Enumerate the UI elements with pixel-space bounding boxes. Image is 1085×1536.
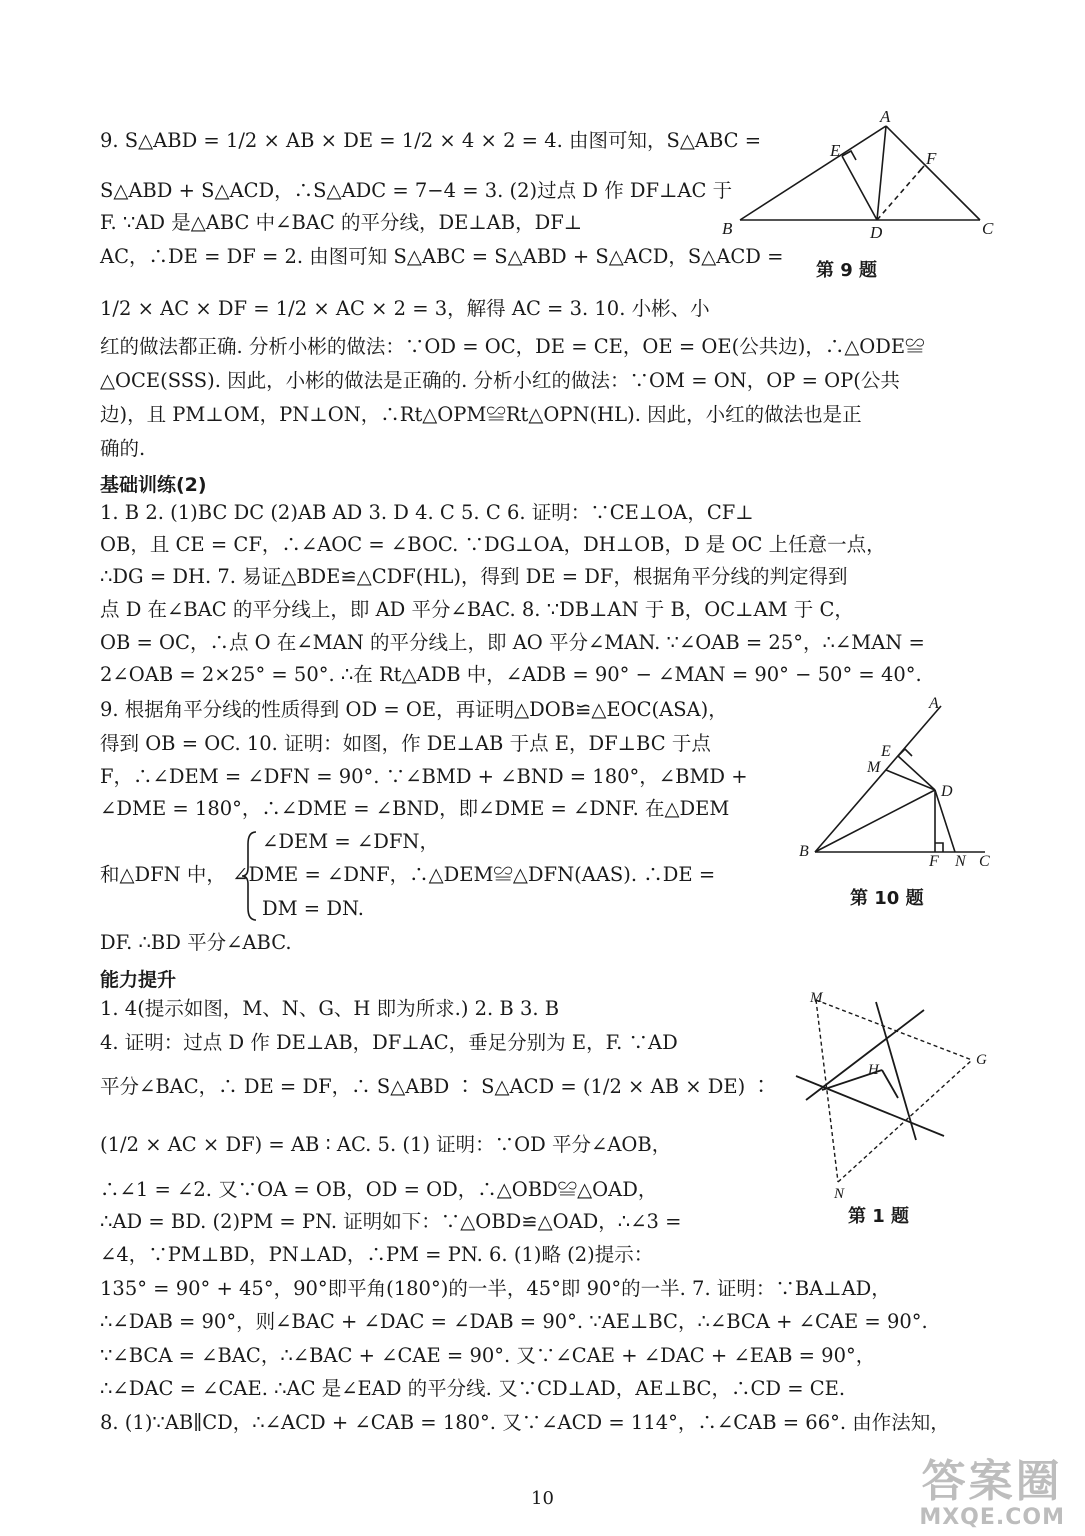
s2-brace-line-1: ∠DEM = ∠DFN， [262, 830, 439, 853]
fig1-label-m: M [810, 990, 823, 1006]
fig1-label-g: G [976, 1052, 987, 1068]
s3-line-12: 8. (1)∵AB∥CD，∴∠ACD + ∠CAB = 180°. 又∵∠ACD = 114°，∴∠CAB = 66°. 由作法知， [100, 1411, 950, 1434]
s1-line-5: 1/2 × AC × DF = 1/2 × AC × 2 = 3，解得 AC = 3. 10. 小彬、小 [100, 297, 710, 320]
figure-1 [786, 990, 996, 1210]
figure-10-caption: 第 10 题 [850, 888, 924, 909]
s3-line-4: (1/2 × AC × DF) = AB ∶ AC. 5. (1) 证明：∵OD 平分∠AOB， [100, 1133, 672, 1156]
fig10-segment-bd [815, 790, 935, 852]
s1-line-3: F. ∵AD 是△ABC 中∠BAC 的平分线，DE⊥AB，DF⊥ [100, 211, 583, 234]
fig10-segment-ed [898, 756, 935, 790]
s1-line-4: AC，∴DE = DF = 2. 由图可知 S△ABC = S△ABD + S△ACD，S△ACD = [100, 245, 784, 268]
s3-line-11: ∴∠DAC = ∠CAE. ∴AC 是∠EAD 的平分线. 又∵CD⊥AD，AE⊥BC，∴CD = CE. [100, 1377, 846, 1400]
figure-9-caption: 第 9 题 [816, 260, 878, 281]
s3-line-8: 135° = 90° + 45°，90°即平角(180°)的一半，45°即 90°的一半. 7. 证明：∵BA⊥AD， [100, 1277, 891, 1300]
s3-line-3: 平分∠BAC，∴ DE = DF，∴ S△ABD ∶ S△ACD = (1/2 × AB × DE) ∶ [100, 1075, 771, 1098]
s3-line-9: ∴∠DAB = 90°，则∠BAC + ∠DAC = ∠DAB = 90°. ∵AE⊥BC，∴∠BCA + ∠CAE = 90°. [100, 1310, 928, 1333]
figure-1-caption: 第 1 题 [848, 1206, 910, 1227]
fig10-segment-md [886, 770, 935, 790]
s3-line-1: 1. 4(提示如图，M、N、G、H 即为所求.) 2. B 3. B [100, 997, 560, 1020]
fig9-segment-ac [886, 126, 980, 220]
s1-line-8: 边)，且 PM⊥OM，PN⊥ON，∴Rt△OPM≌Rt△OPN(HL). 因此，小红的做法也是正 [100, 403, 862, 426]
s2-line-1: 1. B 2. (1)BC DC (2)AB AD 3. D 4. C 5. C 6. 证明：∵CE⊥OA，CF⊥ [100, 501, 754, 524]
watermark-bottom: MXQE.COM [919, 1505, 1065, 1530]
s1-line-2: S△ABD + S△ACD，∴S△ADC = 7−4 = 3. (2)过点 D 作 DF⊥AC 于 [100, 179, 733, 202]
fig9-label-a: A [880, 108, 891, 126]
s2-line-9: F，∴∠DEM = ∠DFN = 90°. ∵∠BMD + ∠BND = 180°，∠BMD + [100, 765, 748, 788]
s2-line-4: 点 D 在∠BAC 的平分线上，即 AD 平分∠BAC. 8. ∵DB⊥AN 于 B，OC⊥AM 于 C， [100, 598, 854, 621]
fig1-line-4 [882, 1070, 898, 1098]
s3-line-2: 4. 证明：过点 D 作 DE⊥AB，DF⊥AC，垂足分别为 E，F. ∵AD [100, 1031, 678, 1054]
fig10-label-b: B [799, 843, 809, 860]
s2-line-14: DF. ∴BD 平分∠ABC. [100, 931, 292, 954]
s2-line-8: 得到 OB = OC. 10. 证明：如图，作 DE⊥AB 于点 E，DF⊥BC 于点 [100, 732, 711, 755]
s3-line-7: ∠4，∵PM⊥BD，PN⊥AD，∴PM = PN. 6. (1)略 (2)提示： [100, 1243, 654, 1266]
section-heading-basic-training-2: 基础训练(2) [100, 474, 207, 496]
fig9-label-d: D [870, 223, 883, 242]
fig10-label-d: D [941, 783, 953, 800]
s3-line-10: ∵∠BCA = ∠BAC，∴∠BAC + ∠CAE = 90°. 又∵∠CAE + ∠DAC + ∠EAB = 90°， [100, 1344, 876, 1367]
fig9-right-angle-f [918, 166, 924, 173]
fig9-segment-de [842, 156, 877, 220]
fig1-dashed-mg [816, 1000, 972, 1060]
fig9-segment-ab [740, 126, 886, 220]
s1-line-9: 确的. [100, 437, 146, 460]
fig9-label-c: C [982, 219, 994, 238]
fig10-label-a: A [929, 696, 939, 712]
s2-brace-line-3: DM = DN. [262, 897, 364, 920]
s1-line-7: △OCE(SSS). 因此，小彬的做法是正确的. 分析小红的做法：∵OM = ON，OP = OP(公共 [100, 369, 900, 392]
watermark-top: 答案圈 [921, 1456, 1063, 1507]
section-heading-ability-improvement: 能力提升 [100, 969, 177, 991]
s2-line-7: 9. 根据角平分线的性质得到 OD = OE，再证明△DOB≌△EOC(ASA)， [100, 698, 728, 721]
watermark [919, 1456, 1065, 1530]
curly-brace [240, 830, 260, 922]
s2-line-5: OB = OC，∴点 O 在∠MAN 的平分线上，即 AO 平分∠MAN. ∵∠OAB = 25°，∴∠MAN = [100, 631, 925, 654]
s2-line-10: ∠DME = 180°，∴∠DME = ∠BND，即∠DME = ∠DNF. 在△DEM [100, 797, 730, 820]
s2-line-6: 2∠OAB = 2×25° = 50°. ∴在 Rt△ADB 中，∠ADB = 90° − ∠MAN = 90° − 50° = 40°. [100, 663, 922, 686]
fig1-label-h: H [868, 1062, 879, 1078]
fig9-segment-df [877, 166, 924, 220]
page-number: 10 [531, 1488, 554, 1509]
fig10-label-n: N [955, 853, 966, 870]
s2-line-3: ∴DG = DH. 7. 易证△BDE≌△CDF(HL)，得到 DE = DF，根据角平分线的判定得到 [100, 565, 848, 588]
fig10-label-f: F [929, 853, 939, 870]
fig9-segment-ad [877, 126, 886, 220]
figure-10 [795, 696, 995, 876]
fig1-label-n: N [834, 1186, 845, 1202]
fig10-right-angle-f [935, 843, 943, 852]
fig9-label-e: E [830, 141, 841, 160]
s1-line-6: 红的做法都正确. 分析小彬的做法：∵OD = OC，DE = CE，OE = OE(公共边)，∴△ODE≌ [100, 335, 925, 358]
figure-9 [718, 108, 998, 248]
s2-line-2: OB，且 CE = CF，∴∠AOC = ∠BOC. ∵DG⊥OA，DH⊥OB，D 是 OC 上任意一点， [100, 533, 886, 556]
s1-line-1: 9. S△ABD = 1/2 × AB × DE = 1/2 × 4 × 2 = 4. 由图可知，S△ABC = [100, 129, 762, 152]
fig1-line-2 [806, 1010, 924, 1100]
fig9-label-b: B [722, 219, 733, 238]
fig10-label-m: M [867, 759, 881, 776]
fig9-label-f: F [926, 149, 937, 168]
fig10-label-c: C [979, 853, 990, 870]
s3-line-5: ∴∠1 = ∠2. 又∵OA = OB，OD = OD，∴△OBD≌△OAD， [100, 1178, 658, 1201]
s2-brace-line-2: 和△DFN 中， ∠DME = ∠DNF，∴△DEM≌△DFN(AAS). ∴DE = [100, 863, 716, 886]
s3-line-6: ∴AD = BD. (2)PM = PN. 证明如下：∵△OBD≌△OAD，∴∠3 = [100, 1210, 682, 1233]
fig10-label-e: E [881, 743, 891, 760]
